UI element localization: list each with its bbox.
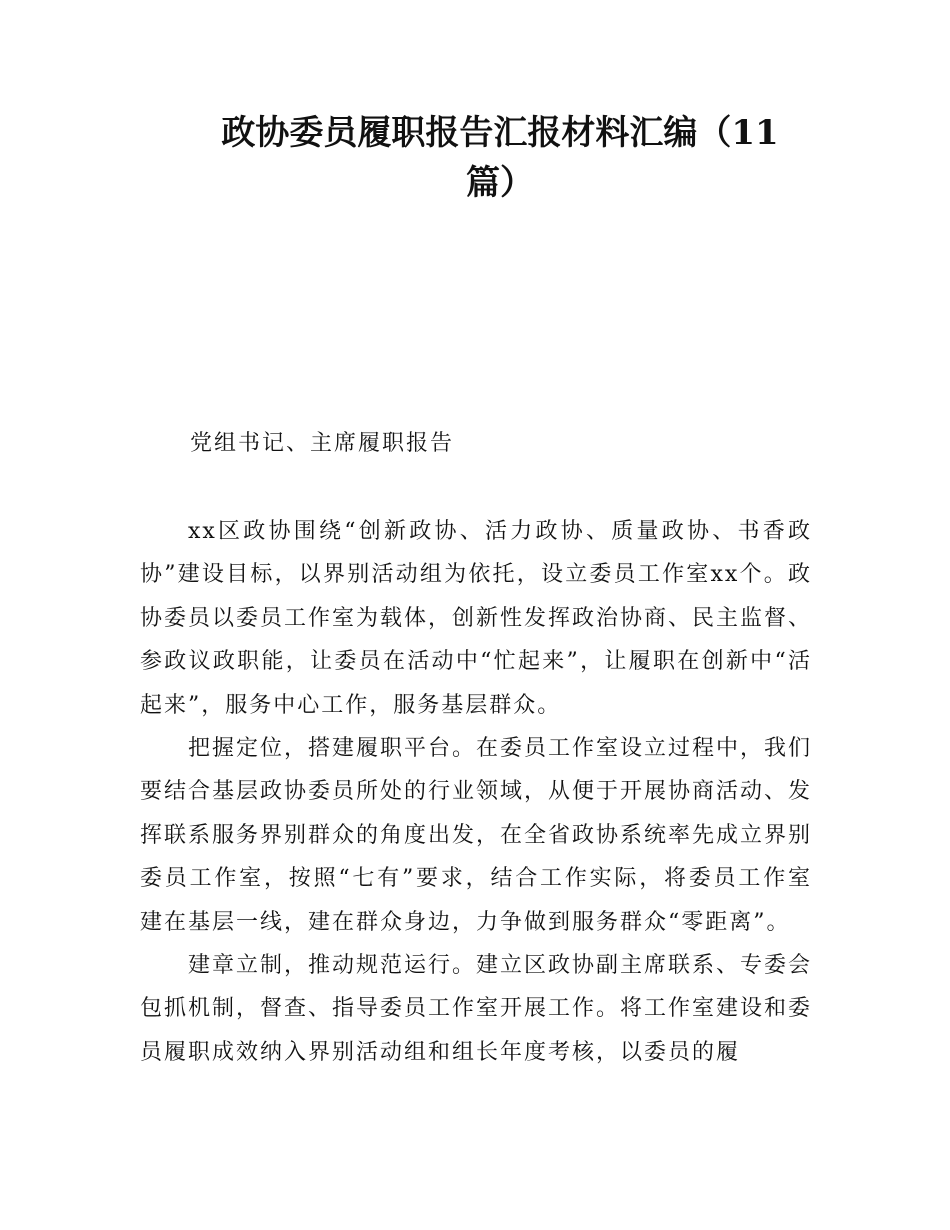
title-line-1: 政协委员履职报告汇报材料汇编（11 — [221, 113, 779, 153]
paragraph: 建章立制，推动规范运行。建立区政协副主席联系、专委会包抓机制，督查、指导委员工作室开展工作。将工作室建设和委员履职成效纳入界别活动组和组长年度考核，以委员的履 — [140, 953, 813, 1065]
paragraph: 把握定位，搭建履职平台。在委员工作室设立过程中，我们要结合基层政协委员所处的行业领域，从便于开展协商活动、发挥联系服务界别群众的角度出发，在全省政协系统率先成立界别委员工作室，按照“七有”要求，结合工作实际，将委员工作室建在基层一线，建在群众身边，力争做到服务群众“零距离”。 — [140, 736, 813, 935]
document-body — [140, 510, 812, 1074]
section-subheading: 党组书记、主席履职报告 — [190, 431, 455, 456]
title-line-2: 篇） — [466, 163, 534, 203]
document-title — [140, 108, 860, 208]
paragraph: xx区政协围绕“创新政协、活力政协、质量政协、书香政协”建设目标，以界别活动组为依托，设立委员工作室xx个。政协委员以委员工作室为载体，创新性发挥政治协商、民主监督、参政议政职能，让委员在活动中“忙起来”，让履职在创新中“活起来”，服务中心工作，服务基层群众。 — [140, 519, 813, 718]
